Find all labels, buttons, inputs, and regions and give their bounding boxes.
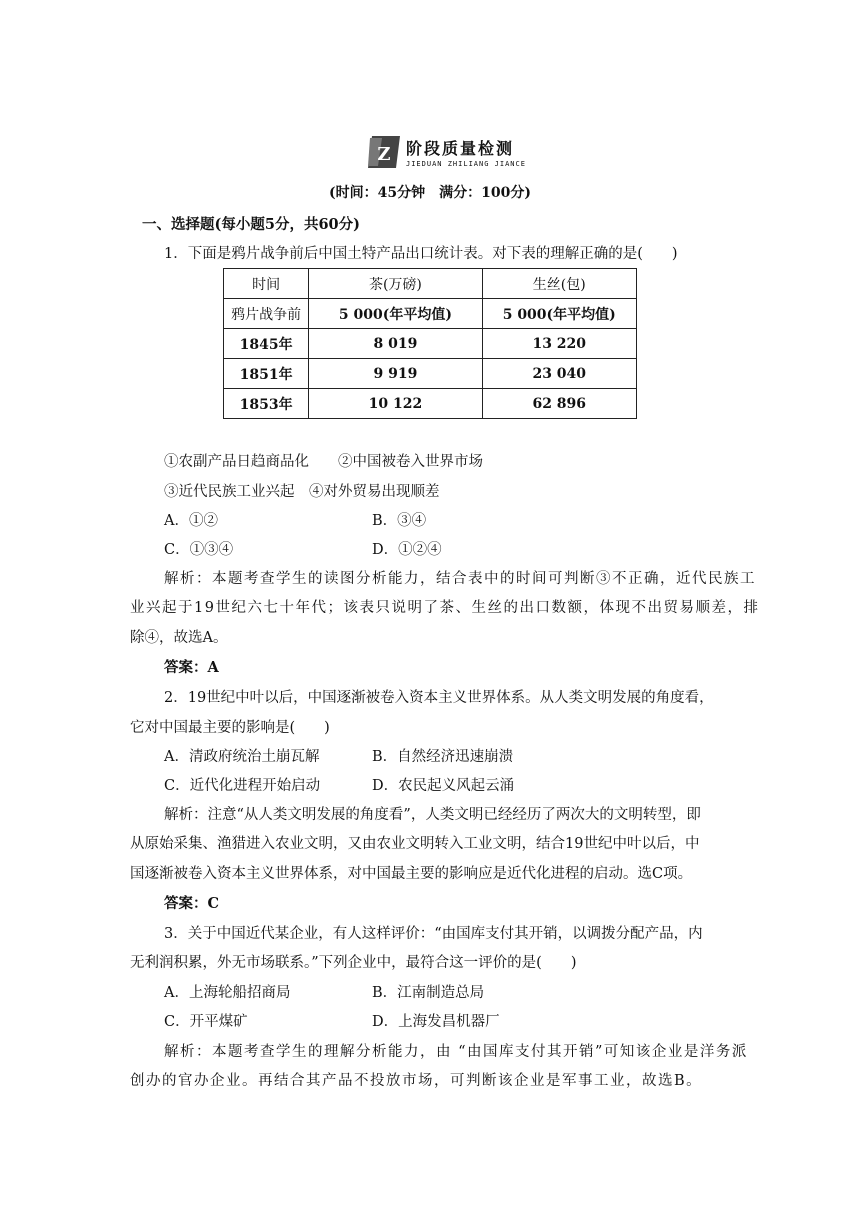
q2-analysis-line-1: 解析：注意“从人类文明发展的角度看”，人类文明已经经历了两次大的文明转型，即 xyxy=(164,807,701,823)
table-row xyxy=(224,299,637,329)
q2-option-a: A．清政府统治土崩瓦解 xyxy=(164,749,320,765)
q1-analysis-line-2: 业兴起于19世纪六七十年代；该表只说明了茶、生丝的出口数额，体现不出贸易顺差，排 xyxy=(130,600,760,616)
table-cell: 9 919 xyxy=(309,359,482,389)
logo-title: 阶段质量检测 xyxy=(406,139,515,158)
q3-analysis-line-1: 解析：本题考查学生的理解分析能力，由 “由国库支付其开销”可知该企业是洋务派 xyxy=(164,1044,748,1060)
table-cell: 23 040 xyxy=(482,359,636,389)
q2-option-d: D．农民起义风起云涌 xyxy=(372,778,515,794)
q1-analysis-line-3: 除④，故选A。 xyxy=(130,630,228,646)
logo-mark-icon xyxy=(366,134,402,170)
table-cell: 10 122 xyxy=(309,389,482,419)
section-heading: 一、选择题(每小题5分，共60分) xyxy=(142,216,360,233)
table-cell: 1845年 xyxy=(224,329,309,359)
q2-option-b: B．自然经济迅速崩溃 xyxy=(372,749,514,765)
table-cell: 13 220 xyxy=(482,329,636,359)
table-cell: 8 019 xyxy=(309,329,482,359)
q2-stem-line-1: 2．19世纪中叶以后，中国逐渐被卷入资本主义世界体系。从人类文明发展的角度看， xyxy=(164,690,714,706)
q3-stem-line-1: 3．关于中国近代某企业，有人这样评价：“由国库支付其开销，以调拨分配产品，内 xyxy=(164,926,703,942)
table-row xyxy=(224,329,637,359)
logo-subtitle: JIEDUAN ZHILIANG JIANCE xyxy=(406,160,526,168)
q1-statements-1: ①农副产品日趋商品化 ②中国被卷入世界市场 xyxy=(164,454,483,470)
q3-option-d: D．上海发昌机器厂 xyxy=(372,1014,500,1030)
q1-option-b: B．③④ xyxy=(372,513,427,529)
q2-option-c: C．近代化进程开始启动 xyxy=(164,778,321,794)
table-cell: 62 896 xyxy=(482,389,636,419)
table-header-cell: 时间 xyxy=(224,269,309,299)
table-cell: 1853年 xyxy=(224,389,309,419)
q3-option-b: B．江南制造总局 xyxy=(372,985,485,1001)
q2-analysis-line-2: 从原始采集、渔猎进入农业文明，又由农业文明转入工业文明，结合19世纪中叶以后，中 xyxy=(130,836,700,852)
table-cell: 鸦片战争前 xyxy=(224,299,309,329)
q2-analysis-line-3: 国逐渐被卷入资本主义世界体系，对中国最主要的影响应是近代化进程的启动。选C项。 xyxy=(130,866,693,882)
q1-analysis-line-1: 解析：本题考查学生的读图分析能力，结合表中的时间可判断③不正确，近代民族工 xyxy=(164,571,756,587)
q1-option-a: A．①② xyxy=(164,513,218,529)
q1-option-c: C．①③④ xyxy=(164,542,234,558)
q1-stem: 1．下面是鸦片战争前后中国土特产品出口统计表。对下表的理解正确的是( ) xyxy=(164,246,678,262)
export-stats-table xyxy=(223,268,637,419)
table-row xyxy=(224,389,637,419)
q1-statements-2: ③近代民族工业兴起 ④对外贸易出现顺差 xyxy=(164,484,440,500)
table-header-row xyxy=(224,269,637,299)
q1-answer: 答案：A xyxy=(164,659,219,676)
q1-option-d: D．①②④ xyxy=(372,542,442,558)
q2-stem-line-2: 它对中国最主要的影响是( ) xyxy=(130,720,330,736)
table-cell: 5 000(年平均值) xyxy=(482,299,636,329)
table-row xyxy=(224,359,637,389)
q3-option-a: A．上海轮船招商局 xyxy=(164,985,291,1001)
q3-option-c: C．开平煤矿 xyxy=(164,1014,248,1030)
q3-analysis-line-2: 创办的官办企业。再结合其产品不投放市场，可判断该企业是军事工业，故选B。 xyxy=(130,1073,703,1089)
table-cell: 5 000(年平均值) xyxy=(309,299,482,329)
section-logo xyxy=(366,128,526,174)
table-header-cell: 生丝(包) xyxy=(482,269,636,299)
q2-answer: 答案：C xyxy=(164,895,220,912)
table-header-cell: 茶(万磅) xyxy=(309,269,482,299)
svg-text:Z: Z xyxy=(377,144,391,165)
q3-stem-line-2: 无利润积累，外无市场联系。”下列企业中，最符合这一评价的是( ) xyxy=(130,955,577,971)
table-cell: 1851年 xyxy=(224,359,309,389)
time-info: (时间：45分钟 满分：100分) xyxy=(329,185,531,201)
